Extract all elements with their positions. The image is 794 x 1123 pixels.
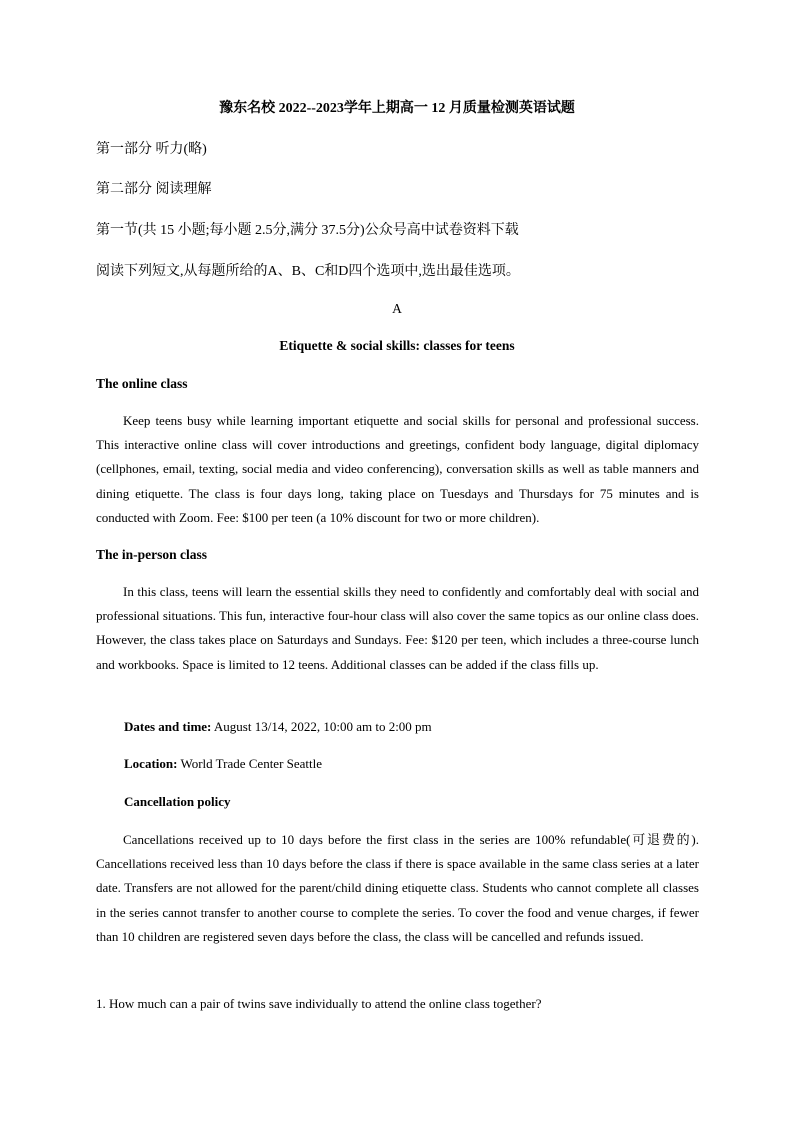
inperson-class-paragraph: In this class, teens will learn the essential skills they need to confidently and comfortably deal with social and professional situations. This fun, interactive four-hour class will also cover the same topics as our online class does. However, the class takes place on Saturdays and Sundays. Fee: $120 per teen, which includes a three-course lunch and workbooks. Space is limited to 12 teens. Additional classes can be added if the class fills up. bbox=[96, 584, 699, 672]
location-label: Location: bbox=[124, 756, 178, 771]
online-class-paragraph: Keep teens busy while learning important etiquette and social skills for personal and professional success. This interactive online class will cover introductions and greetings, confident body language, digital diplomacy (cellphones, email, texting, social media and video conferencing), conversation skills as well as table manners and dining etiquette. The class is four days long, taking place on Tuesdays and Thursdays for 75 minutes and is conducted with Zoom. Fee: $100 per teen (a 10% discount for two or more children). bbox=[96, 413, 699, 525]
online-class-heading: The online class bbox=[96, 376, 188, 391]
section1-heading: 第一节(共 15 小题;每小题 2.5分,满分 37.5分)公众号高中试卷资料下载 bbox=[96, 223, 519, 238]
location-line bbox=[124, 756, 322, 772]
dates-value: August 13/14, 2022, 10:00 am to 2:00 pm bbox=[211, 719, 432, 734]
location-value: World Trade Center Seattle bbox=[177, 756, 323, 771]
part2-heading: 第二部分 阅读理解 bbox=[96, 182, 212, 197]
dates-line bbox=[124, 719, 432, 735]
question-1: 1. How much can a pair of twins save individually to attend the online class together? bbox=[96, 996, 542, 1011]
instruction-text: 阅读下列短文,从每题所给的A、B、C和D四个选项中,选出最佳选项。 bbox=[96, 264, 520, 279]
passage-title: Etiquette & social skills: classes for teens bbox=[279, 338, 515, 353]
cancellation-paragraph: Cancellations received up to 10 days before the first class in the series are 100% refundable(可退费的). Cancellations received less than 10 days before the class if there is space available in the same class series at a later date. Transfers are not allowed for the parent/child dining etiquette class. Students who cannot complete all classes in the series cannot transfer to another course to complete the series. To cover the food and venue charges, if fewer than 10 children are registered seven days before the class, the class will be cancelled and refunds issued. bbox=[96, 832, 699, 944]
exam-title: 豫东名校 2022--2023学年上期高一 12 月质量检测英语试题 bbox=[219, 101, 575, 116]
cancellation-heading: Cancellation policy bbox=[124, 794, 231, 809]
dates-label: Dates and time: bbox=[124, 719, 212, 734]
inperson-class-heading: The in-person class bbox=[96, 547, 208, 562]
part1-heading: 第一部分 听力(略) bbox=[96, 142, 207, 157]
passage-label: A bbox=[392, 301, 402, 316]
